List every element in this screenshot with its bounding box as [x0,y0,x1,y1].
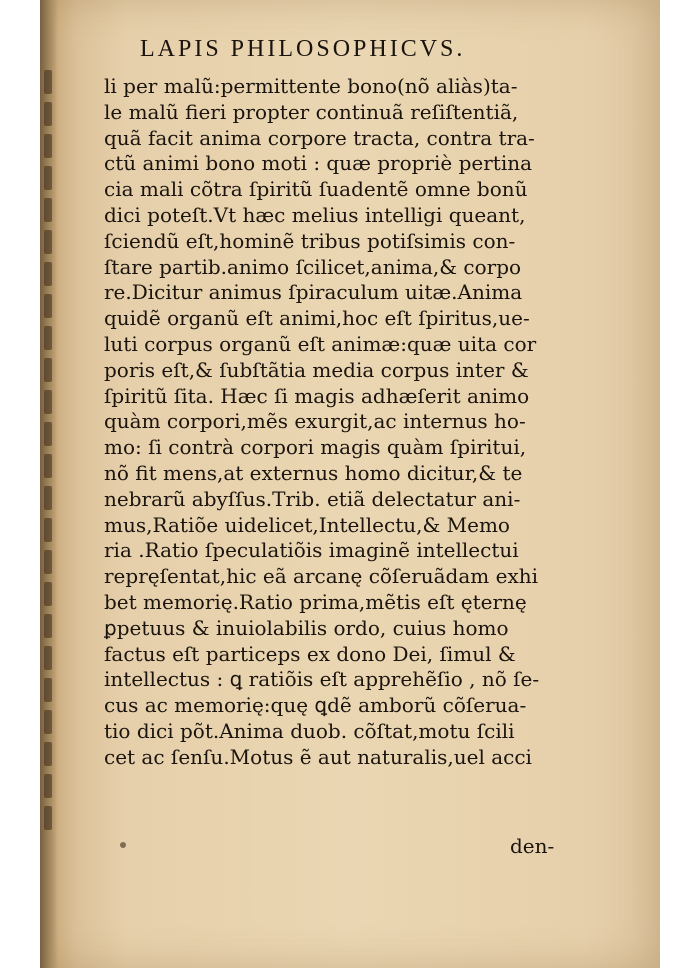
facing-page-bleed-through [40,70,58,870]
ink-speck [120,842,126,848]
text-line: factus eſt particeps ex dono Dei, ſimul & [104,641,516,666]
text-line: dici poteſt.Vt hæc melius intelligi queant, [104,202,526,227]
text-line: cet ac ſenſu.Motus ẽ aut naturalis,uel acci [104,744,532,769]
text-line: li per malũ:permittente bono(nõ aliàs)ta- [104,74,518,98]
running-head: LAPIS PHILOSOPHICVS. [140,36,466,62]
text-line: bet memorię.Ratio prima,mẽtis eſt ęternę [104,589,527,614]
text-line: ctũ animi bono moti : quæ propriè pertina [104,151,533,176]
text-line: mus,Ratiõe uidelicet,Intellectu,& Memo [104,512,510,537]
text-line: re.Dicitur animus ſpiraculum uitæ.Anima [104,280,523,305]
text-line: quàm corpori,mẽs exurgit,ac internus ho- [104,409,526,434]
text-line: ꝑpetuus & inuiolabilis ordo, cuius homo [104,615,509,640]
text-line: mo: ſi contrà corpori magis quàm ſpiritui, [104,435,527,460]
text-line: quã facit anima corpore tracta, contra tra- [104,125,535,150]
text-line: intellectus : ꝗ ratiõis eſt apprehẽſio , nõ ſe- [104,667,540,692]
text-line: tio dici põt.Anima duob. cõſtat,motu ſcili [104,718,515,743]
text-line: nõ fit mens,at externus homo dicitur,& te [104,460,523,485]
text-line: le malũ fieri propter continuã reſiſtentiã, [104,99,519,124]
text-line: nebrarũ abyſſus.Trib. etiã delectatur ani- [104,486,521,511]
text-line: repręſentat,hic eã arcanę cõſeruãdam exhi [104,564,538,589]
text-line: ſtare partib.animo ſcilicet,anima,& corpo [104,254,522,279]
text-line: ſciendũ eſt,hominẽ tribus potiſsimis con- [104,228,516,253]
text-line: cus ac memorię:quę ꝗdẽ amborũ cõſerua- [104,693,527,718]
body-text [104,74,574,771]
text-line: ria .Ratio ſpeculatiõis imaginẽ intellectui [104,538,519,563]
text-line: poris eſt,& ſubſtãtia media corpus inter & [104,357,529,382]
text-line: ſpiritũ ſita. Hæc ſi magis adhæſerit animo [104,383,530,408]
catchword: den- [510,834,555,858]
text-line: quidẽ organũ eſt animi,hoc eſt ſpiritus,ue- [104,306,530,331]
text-line: cia mali cõtra ſpiritũ ſuadentẽ omne bonũ [104,177,528,202]
text-line: luti corpus organũ eſt animæ:quæ uita cor [104,331,537,356]
